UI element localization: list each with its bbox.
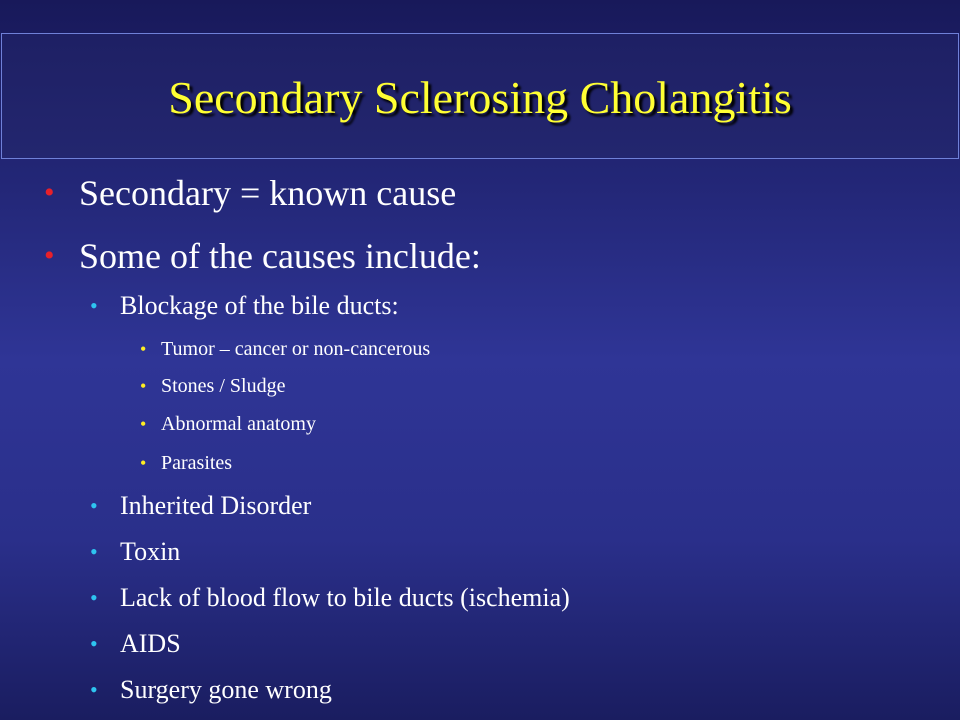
bullet-text: Surgery gone wrong xyxy=(120,675,332,704)
bullet-level3 xyxy=(140,411,316,437)
bullet-level3 xyxy=(140,373,285,399)
yellow-bullet-icon: • xyxy=(140,339,147,359)
bullet-text: Stones / Sludge xyxy=(161,375,286,397)
bullet-text: AIDS xyxy=(120,629,181,658)
bullet-text: Tumor – cancer or non-cancerous xyxy=(161,338,431,360)
yellow-bullet-icon: • xyxy=(140,414,147,434)
red-bullet-icon: • xyxy=(44,176,55,209)
slide-title: Secondary Sclerosing Cholangitis xyxy=(168,72,792,123)
cyan-bullet-icon: • xyxy=(90,585,98,610)
cyan-bullet-icon: • xyxy=(90,677,98,702)
bullet-text: Lack of blood flow to bile ducts (ischemia) xyxy=(120,583,570,612)
red-bullet-icon: • xyxy=(44,239,55,272)
bullet-level1 xyxy=(44,235,481,277)
cyan-bullet-icon: • xyxy=(90,631,98,656)
bullet-text: Toxin xyxy=(120,537,181,566)
cyan-bullet-icon: • xyxy=(90,539,98,564)
bullet-text: Some of the causes include: xyxy=(79,236,481,276)
bullet-level2 xyxy=(90,536,180,568)
bullet-level2 xyxy=(90,628,181,660)
bullet-level2 xyxy=(90,582,570,614)
yellow-bullet-icon: • xyxy=(140,376,147,396)
cyan-bullet-icon: • xyxy=(90,493,98,518)
bullet-level2 xyxy=(90,290,399,322)
bullet-level1 xyxy=(44,172,456,214)
bullet-text: Parasites xyxy=(161,452,233,474)
bullet-text: Inherited Disorder xyxy=(120,491,312,520)
bullet-text: Secondary = known cause xyxy=(79,173,457,213)
bullet-level3 xyxy=(140,336,430,362)
cyan-bullet-icon: • xyxy=(90,293,98,318)
bullet-text: Blockage of the bile ducts: xyxy=(120,291,399,320)
bullet-text: Abnormal anatomy xyxy=(161,413,316,435)
yellow-bullet-icon: • xyxy=(140,453,147,473)
bullet-level3 xyxy=(140,450,232,476)
bullet-level2 xyxy=(90,674,332,706)
bullet-level2 xyxy=(90,490,311,522)
